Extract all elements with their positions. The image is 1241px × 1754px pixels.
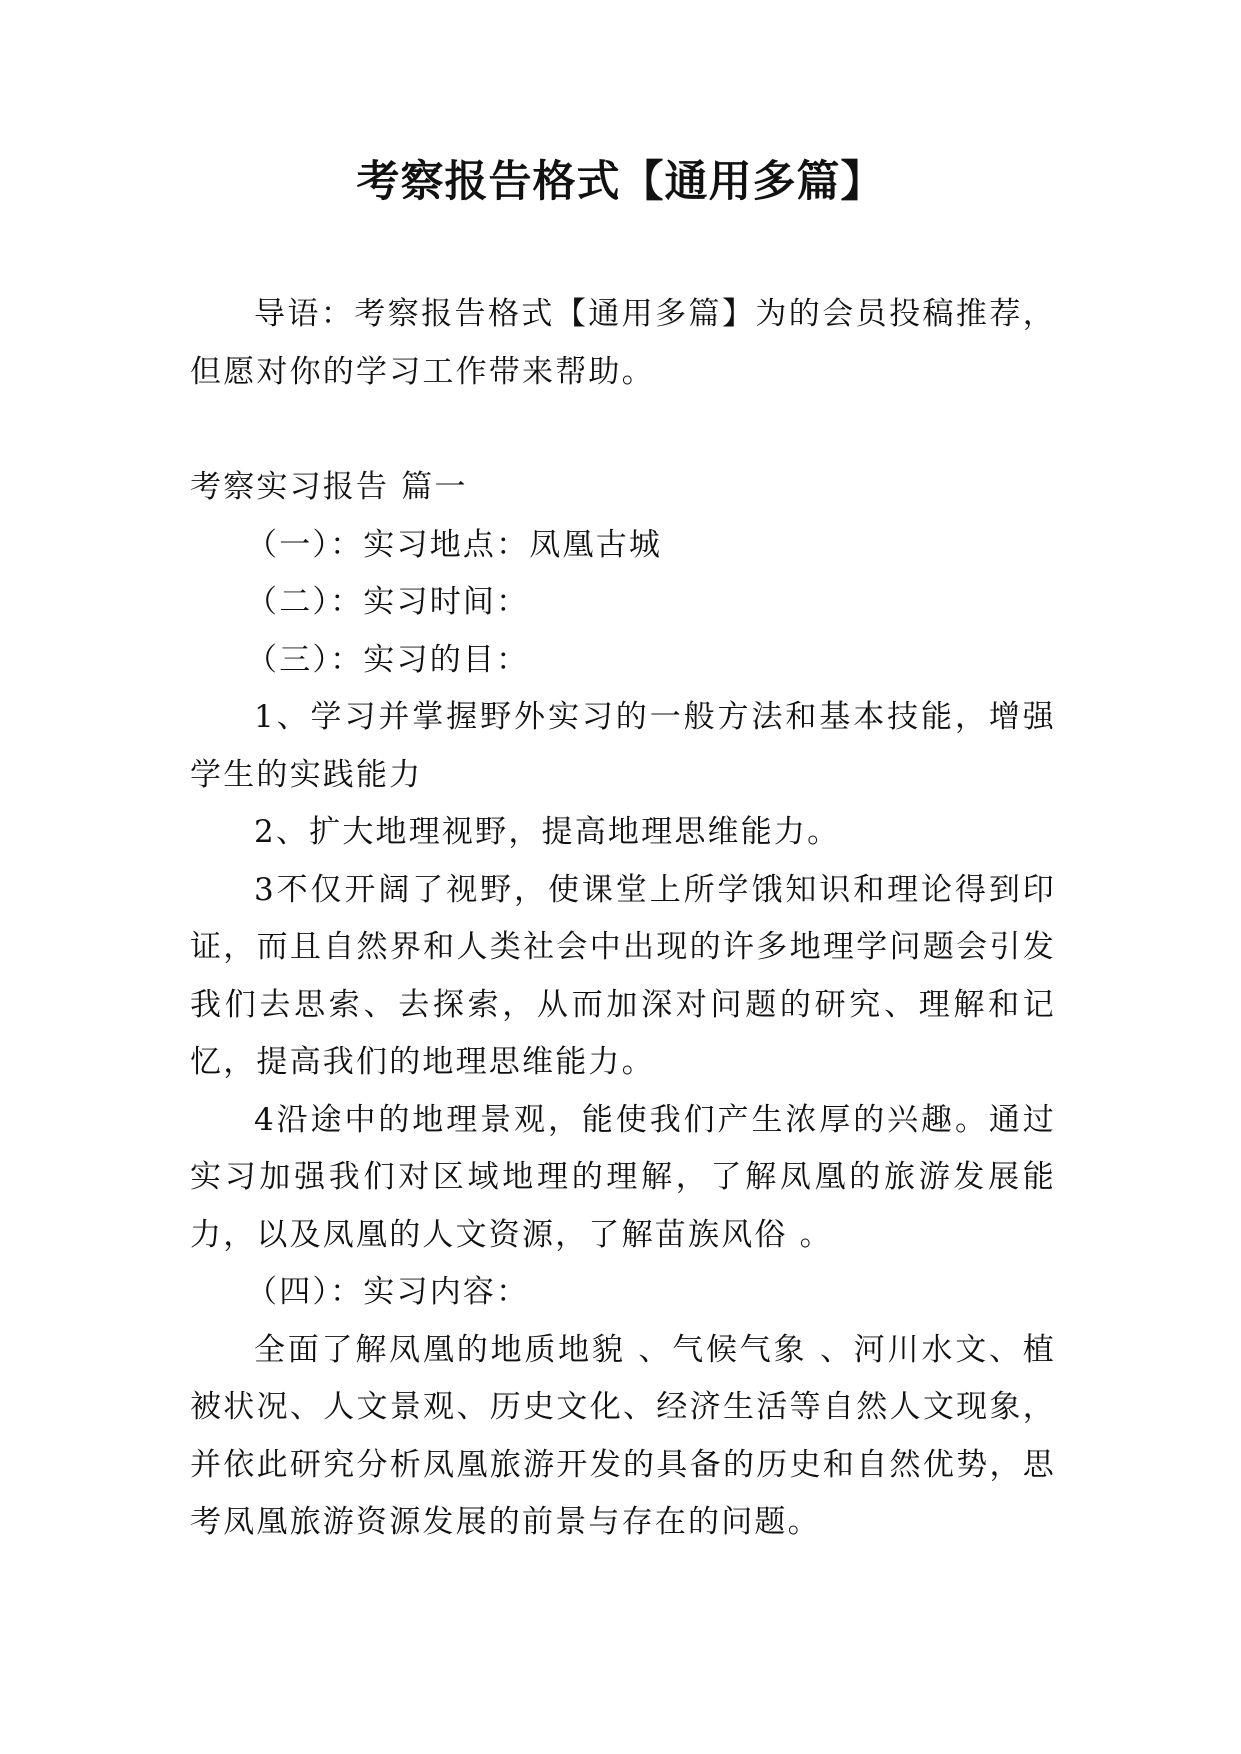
intro-paragraph: 导语：考察报告格式【通用多篇】为的会员投稿推荐，但愿对你的学习工作带来帮助。 [190,296,1056,390]
purpose-point-4: 4沿途中的地理景观，能使我们产生浓厚的兴趣。通过实习加强我们对区域地理的理解，了解凤凰的旅游发展能力，以及凤凰的人文资源，了解苗族风俗 。 [190,1101,1056,1253]
section-heading: 考察实习报告 篇一 [190,469,468,505]
document-title: 考察报告格式【通用多篇】 [356,157,885,207]
purpose-point-1: 1、学习并掌握野外实习的一般方法和基本技能，增强学生的实践能力 [190,699,1056,793]
item-purpose: （三）：实习的目： [246,641,530,678]
item-time: （二）：实习时间： [246,584,530,620]
item-content: （四）：实习内容： [246,1274,530,1310]
purpose-point-3: 3不仅开阔了视野，使课堂上所学饿知识和理论得到印证，而且自然界和人类社会中出现的许多地理学问题会引发我们去思索、去探索，从而加深对问题的研究、理解和记忆，提高我们的地理思维能力。 [190,871,1056,1080]
content-paragraph: 全面了解凤凰的地质地貌 、气候气象 、河川水文、植被状况、人文景观、历史文化、经济生活等自然人文现象，并依此研究分析凤凰旅游开发的具备的历史和自然优势，思考凤凰旅游资源发展的前景与存在的问题。 [190,1331,1056,1540]
purpose-point-2: 2、扩大地理视野，提高地理思维能力。 [254,814,841,850]
document-body [190,286,1056,1552]
item-location: （一）：实习地点：凤凰古城 [246,526,663,563]
